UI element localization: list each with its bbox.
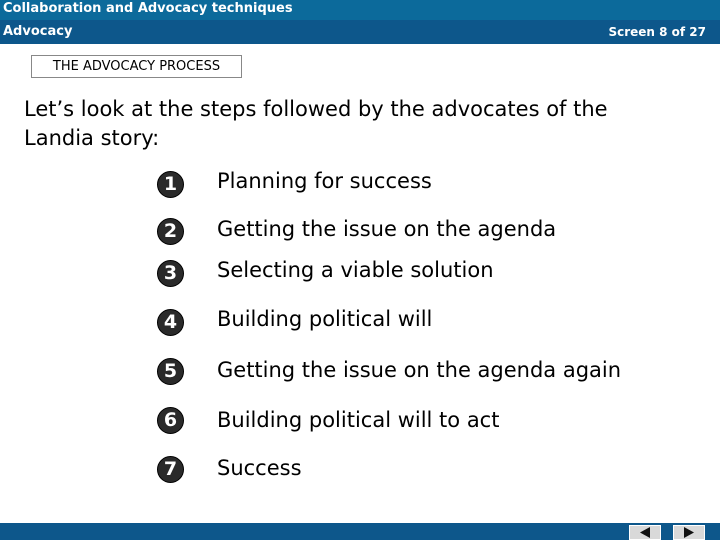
section-title: THE ADVOCACY PROCESS [31, 55, 242, 78]
step-2-badge-icon: 2 [157, 218, 184, 245]
course-title-bar [0, 0, 720, 20]
triangle-right-icon [674, 526, 704, 539]
step-6-label: Building political will to act [217, 408, 500, 432]
step-3-label: Selecting a viable solution [217, 258, 494, 282]
back-button[interactable] [629, 525, 661, 540]
footer-bar [0, 523, 720, 540]
step-6-badge-icon: 6 [157, 407, 184, 434]
module-title: Advocacy [3, 24, 73, 39]
step-3-badge-icon: 3 [157, 260, 184, 287]
screen-counter: Screen 8 of 27 [608, 25, 706, 39]
step-7-label: Success [217, 456, 302, 480]
course-title: Collaboration and Advocacy techniques [3, 1, 293, 16]
step-7-badge-icon: 7 [157, 456, 184, 483]
step-1-label: Planning for success [217, 169, 432, 193]
step-4-badge-icon: 4 [157, 309, 184, 336]
step-1-badge-icon: 1 [157, 171, 184, 198]
next-button[interactable] [673, 525, 705, 540]
step-4-label: Building political will [217, 307, 433, 331]
triangle-left-icon [630, 526, 660, 539]
module-bar [0, 20, 720, 44]
step-5-badge-icon: 5 [157, 358, 184, 385]
step-2-label: Getting the issue on the agenda [217, 217, 557, 241]
step-5-label: Getting the issue on the agenda again [217, 358, 622, 382]
intro-text: Let’s look at the steps followed by the advocates of the Landia story: [24, 97, 608, 150]
